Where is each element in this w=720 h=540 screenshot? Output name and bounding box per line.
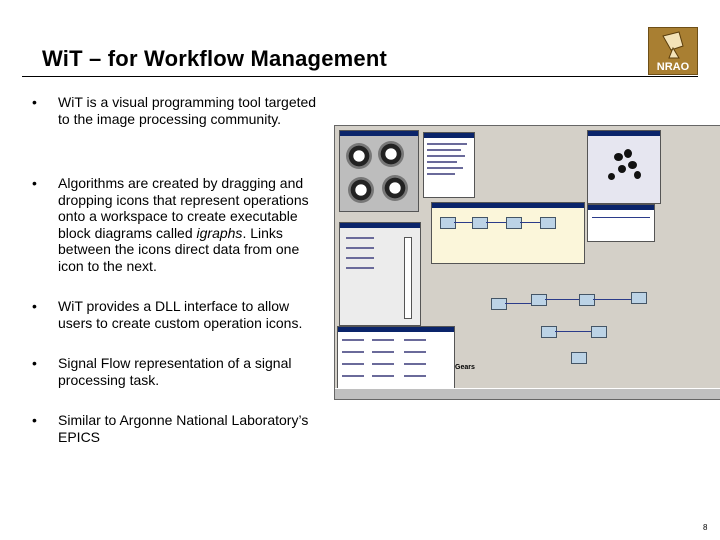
bullet-item [30, 298, 320, 331]
operator-icon [571, 352, 587, 364]
link-line [505, 303, 531, 304]
list-row [427, 155, 465, 157]
bullet-text: Similar to Argonne National Laboratory’s EPICS [58, 412, 309, 445]
slide-title: WiT – for Workflow Management [42, 46, 387, 71]
bullet-glyph: • [32, 94, 37, 110]
taskbar [335, 388, 720, 400]
operator-icon [591, 326, 607, 338]
operator-icon [472, 217, 488, 229]
gears-label: Gears [455, 364, 475, 371]
library-row [342, 375, 364, 377]
list-row [427, 161, 457, 163]
list-row [427, 173, 455, 175]
window-titlebar [588, 205, 654, 210]
bullet-text-part: Algorithms are created by dragging and dropping icons that represent operations onto a workspace to create executable block diagrams called [58, 175, 309, 241]
library-row [372, 351, 394, 353]
nrao-logo-icon [649, 28, 697, 74]
page-number: 8 [703, 523, 708, 532]
operator-icon [491, 298, 507, 310]
properties-window [423, 132, 475, 198]
wit-screenshot [334, 125, 720, 400]
link-line [593, 299, 631, 300]
operator-icon [541, 326, 557, 338]
gear-image-icon [378, 141, 404, 167]
library-row [372, 375, 394, 377]
window-titlebar [338, 327, 454, 332]
bullet-text-italic: igraphs [196, 224, 243, 241]
bullet-glyph: • [32, 175, 37, 191]
nrao-logo [648, 27, 698, 75]
nrao-logo-text: NRAO [656, 61, 690, 73]
bullet-item [30, 355, 320, 388]
gears-image-window [339, 130, 419, 212]
bullet-item [30, 94, 320, 127]
bullet-text: WiT provides a DLL interface to allow users to create custom operation icons. [58, 298, 303, 331]
blob-image-window [587, 130, 661, 204]
link-line [454, 222, 472, 223]
window-titlebar [432, 203, 584, 208]
slider-track [404, 237, 412, 319]
plot-line [592, 217, 650, 218]
library-row [372, 363, 394, 365]
library-row [404, 339, 426, 341]
control-row [346, 237, 374, 239]
blob-mark [608, 173, 615, 180]
link-line [520, 222, 540, 223]
gear-image-icon [346, 143, 372, 169]
blob-mark [618, 165, 626, 173]
bullet-text-part: . Links between the icons direct data from one icon to the next. [58, 224, 300, 274]
window-titlebar [340, 223, 420, 228]
bullet-glyph: • [32, 355, 37, 371]
gear-image-icon [348, 177, 374, 203]
control-row [346, 267, 374, 269]
library-row [404, 363, 426, 365]
bullet-item [30, 175, 320, 275]
list-row [427, 149, 461, 151]
list-row [427, 143, 467, 145]
library-row [404, 351, 426, 353]
window-titlebar [588, 131, 660, 136]
blob-mark [624, 149, 632, 158]
gear-image-icon [382, 175, 408, 201]
window-titlebar [340, 131, 418, 136]
blob-mark [614, 153, 623, 161]
operator-icon [540, 217, 556, 229]
control-row [346, 247, 374, 249]
bullet-text: Signal Flow representation of a signal processing task. [58, 355, 292, 388]
library-row [342, 351, 364, 353]
link-line [486, 222, 506, 223]
controls-window [339, 222, 421, 326]
window-titlebar [424, 133, 474, 138]
library-row [372, 339, 394, 341]
bullet-item [30, 412, 320, 445]
operator-icon [440, 217, 456, 229]
link-line [545, 299, 579, 300]
blob-mark [628, 161, 637, 169]
link-line [555, 331, 591, 332]
library-row [342, 339, 364, 341]
operator-icon [579, 294, 595, 306]
igraph-workspace [431, 202, 585, 264]
operator-icon [506, 217, 522, 229]
library-row [342, 363, 364, 365]
title-divider [22, 76, 698, 77]
operator-icon [631, 292, 647, 304]
plot-window [587, 204, 655, 242]
bullet-glyph: • [32, 412, 37, 428]
control-row [346, 257, 374, 259]
bullet-text: WiT is a visual programming tool targeted to the image processing community. [58, 94, 317, 127]
library-row [404, 375, 426, 377]
blob-mark [634, 171, 641, 179]
bullet-text [58, 175, 320, 275]
list-row [427, 167, 463, 169]
bullet-glyph: • [32, 298, 37, 314]
operator-icon [531, 294, 547, 306]
